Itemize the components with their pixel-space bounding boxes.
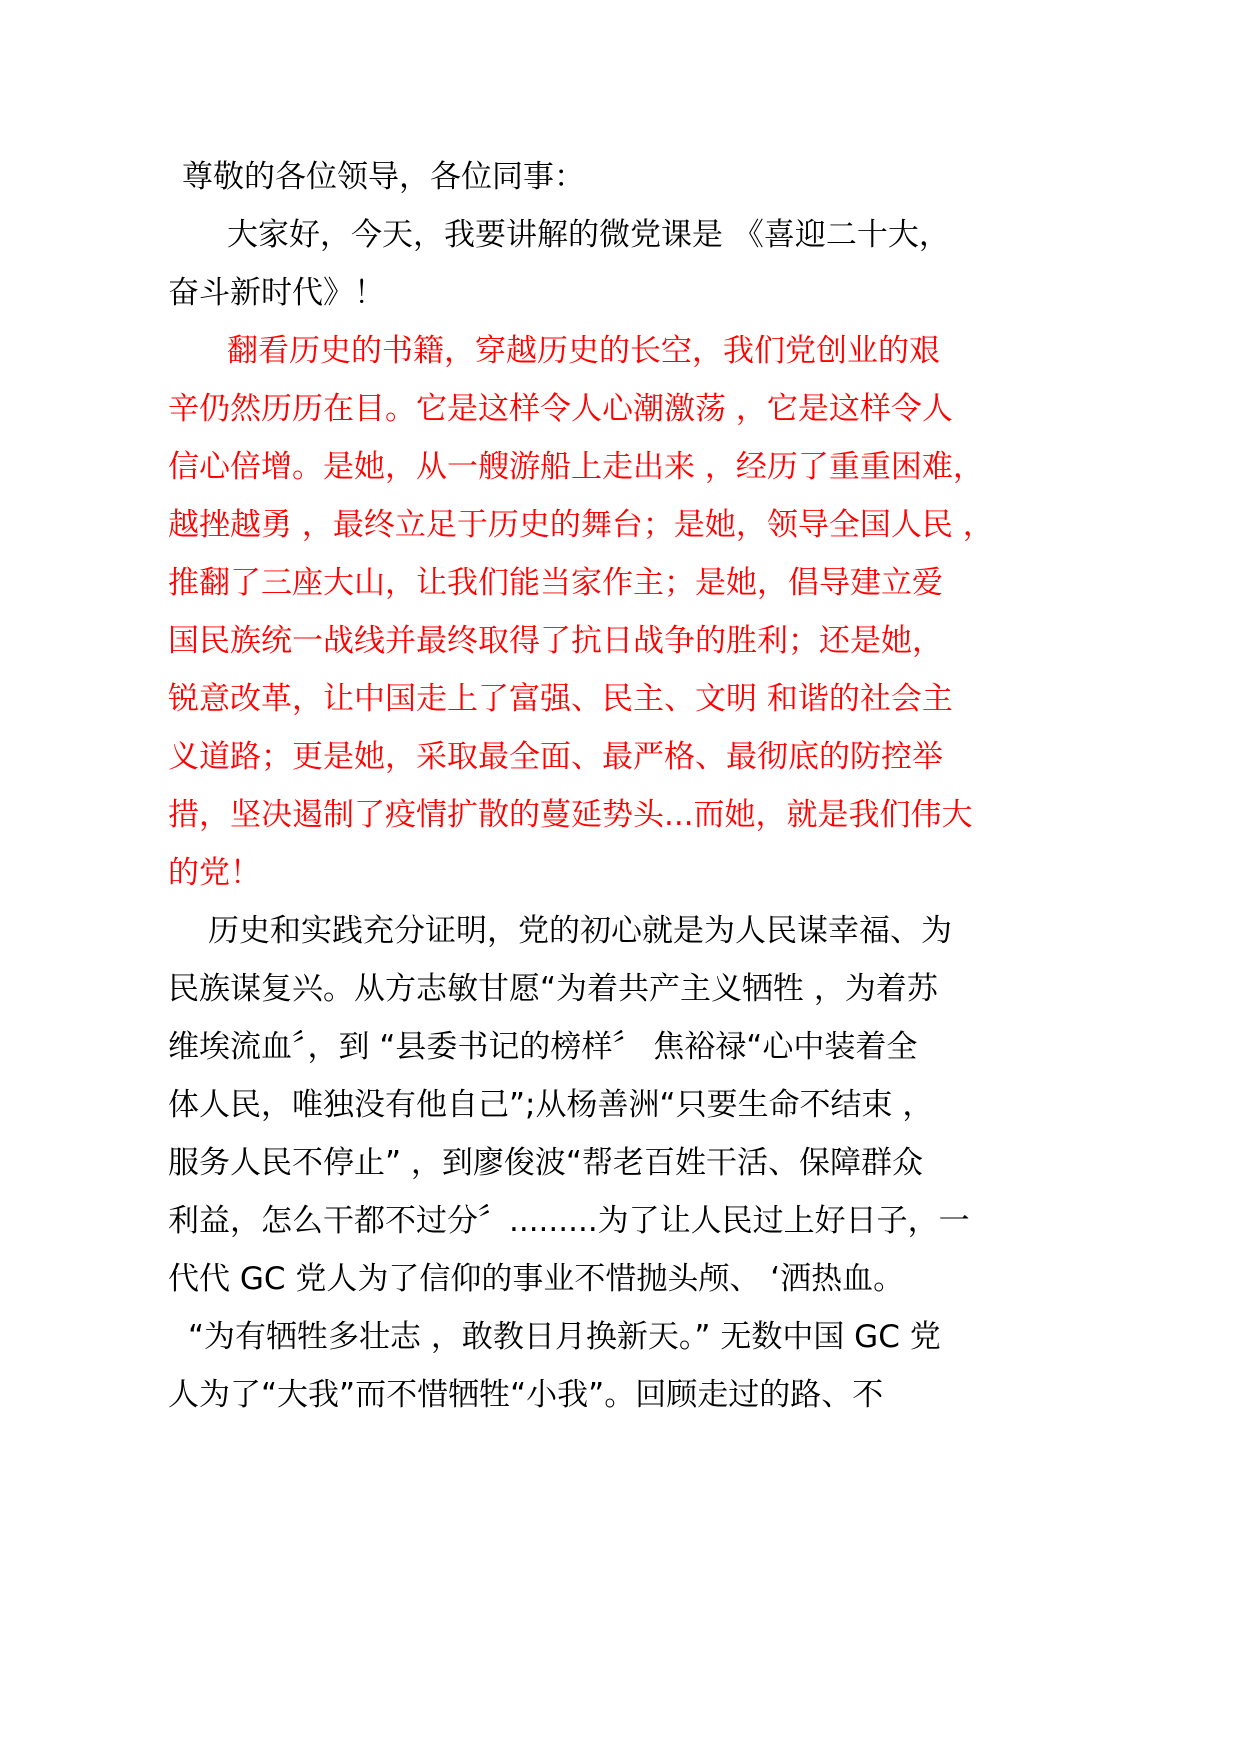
history-red-line: 义道路；更是她，采取最全面、最严格、最彻底的防控举: [168, 739, 943, 775]
practice-line: 代代 GC 党人为了信仰的事业不惜抛头颅、 ‘洒热血。: [168, 1261, 905, 1297]
practice-line: 服务人民不停止” ，到廖俊波“帮老百姓干活、保障群众: [168, 1145, 923, 1181]
practice-line: 维埃流血〞，到 “县委书记的榜样〞 焦裕禄“心中装着全: [168, 1029, 918, 1065]
history-red-line: 翻看历史的书籍，穿越历史的长空，我们党创业的艰: [227, 333, 940, 369]
history-red-line: 的党！: [168, 855, 261, 891]
practice-line: 利益，怎么干都不过分〞.........为了让人民过上好日子，一: [168, 1203, 970, 1239]
practice-line: 历史和实践充分证明，党的初心就是为人民谋幸福、为: [208, 913, 952, 949]
opening-line: 大家好，今天，我要讲解的微党课是 《喜迎二十大，: [227, 217, 950, 253]
history-red-line: 锐意改革，让中国走上了富强、民主、文明 和谐的社会主: [168, 681, 953, 717]
sacrifice-line: 人为了“大我”而不惜牺牲“小我”。回顾走过的路、不: [168, 1377, 884, 1413]
practice-line: 体人民，唯独没有他自己”;从杨善洲“只要生命不结束 ，: [168, 1087, 934, 1123]
opening-line: 奋斗新时代》！: [168, 275, 385, 311]
history-red-line: 信心倍增。是她，从一艘游船上走出来 ，经历了重重困难，: [168, 449, 984, 485]
history-red-line: 措，坚决遏制了疫情扩散的蔓延势头...而她，就是我们伟大: [168, 797, 973, 833]
history-red-line: 推翻了三座大山，让我们能当家作主；是她，倡导建立爱: [168, 565, 943, 601]
sacrifice-line: “为有牺牲多壮志 ，敢教日月换新天。” 无数中国 GC 党: [188, 1319, 941, 1355]
history-red-line: 国民族统一战线并最终取得了抗日战争的胜利；还是她，: [168, 623, 943, 659]
practice-line: 民族谋复兴。从方志敏甘愿“为着共产主义牺牲 ，为着苏: [168, 971, 938, 1007]
greeting-line: 尊敬的各位领导，各位同事：: [182, 159, 585, 195]
history-red-line: 辛仍然历历在目。它是这样令人心潮激荡 ，它是这样令人: [168, 391, 953, 427]
history-red-line: 越挫越勇 ，最终立足于历史的舞台；是她，领导全国人民 ，: [168, 507, 994, 543]
